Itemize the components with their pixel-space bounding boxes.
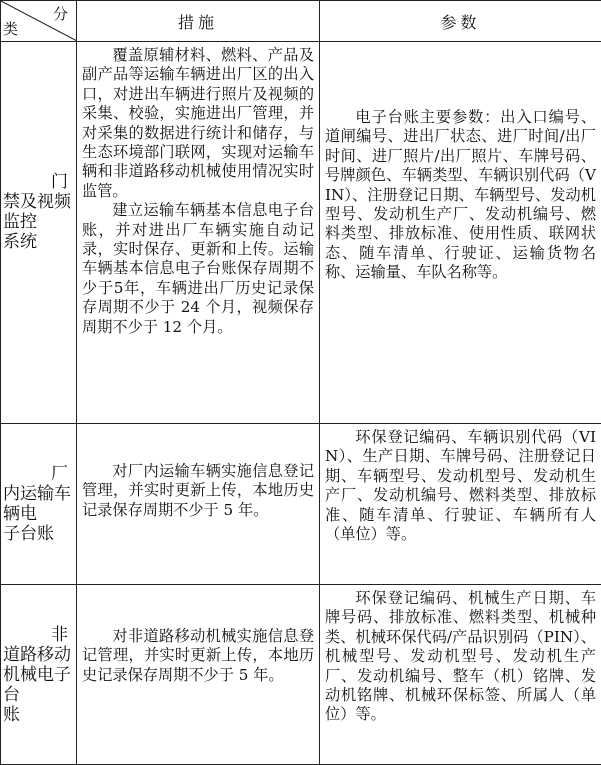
category-line: 厂 <box>51 464 68 484</box>
measures-paragraph: 对厂内运输车辆实施信息登记管理，并实时更新上传，本地历史记录保存周期不少于 5 年。 <box>82 462 314 519</box>
header-measures: 措施 <box>77 1 320 42</box>
category-cell <box>1 42 77 424</box>
table-row <box>1 585 601 765</box>
measures-paragraph: 对非道路移动机械实施信息登记管理，并实时更新上传，本地历史记录保存周期不少于 5 年。 <box>82 627 314 684</box>
measures-cell <box>77 585 320 765</box>
category-line: 非 <box>51 625 68 645</box>
header-parameters: 参数 <box>320 1 601 42</box>
category-line: 内运输车辆电 <box>3 484 71 524</box>
parameters-text: 环保登记编码、机械生产日期、车牌号码、排放标准、燃料类型、机械种类、机械环保代码/产品识别码（PIN）、机械型号、发动机型号、发动机生产厂、发动机编号、整车（机）铭牌、发动机铭牌、机械环保标签、所属人（单位）等。 <box>325 589 596 724</box>
header-category-bottom: 类 <box>3 20 19 38</box>
measures-cell <box>77 424 320 585</box>
diagonal-header <box>1 1 76 41</box>
category-line: 账 <box>3 705 20 725</box>
category-line: 系统 <box>3 232 37 252</box>
category-cell <box>1 424 77 585</box>
table-row <box>1 42 601 424</box>
header-row <box>1 1 601 42</box>
category-line: 禁及视频监控 <box>3 192 71 232</box>
parameters-text: 环保登记编码、车辆识别代码（VIN）、生产日期、车牌号码、注册登记日期、车辆型号、发动机型号、发动机生产厂、发动机编号、燃料类型、排放标准、随车清单、行驶证、车辆所有人（单位）等。 <box>325 428 596 544</box>
category-line: 子台账 <box>3 524 54 544</box>
measures-paragraph: 建立运输车辆基本信息电子台账，并对进出厂车辆实施自动记录，实时保存、更新和上传。运输车辆基本信息电子台账保存周期不少于5年，车辆进出厂历史记录保存周期不少于 24 个月，视频保存周期不少于 12 个月。 <box>82 201 314 336</box>
parameters-cell <box>320 424 601 585</box>
category-cell <box>1 585 77 765</box>
category-line: 道路移动机械电子台 <box>3 645 71 705</box>
parameters-cell <box>320 42 601 424</box>
parameters-cell <box>320 585 601 765</box>
measures-paragraph: 覆盖原辅材料、燃料、产品及副产品等运输车辆进出厂区的出入口，对进出车辆进行照片及视频的采集、校验，实施进出厂管理，并对采集的数据进行统计和储存，与生态环境部门联网，实现对运输车辆和非道路移动机械使用情况实时监管。 <box>82 46 314 200</box>
parameters-text: 电子台账主要参数：出入口编号、道闸编号、进出厂状态、进厂时间/出厂时间、进厂照片/出厂照片、车牌号码、号牌颜色、车辆类型、车辆识别代码（VIN）、注册登记日期、车辆型号、发动机型号、发动机生产厂、发动机编号、燃料类型、排放标准、使用性质、联网状态、随车清单、行驶证、运输货物名称、运输量、车队名称等。 <box>325 108 596 282</box>
category-line: 门 <box>51 172 68 192</box>
measures-cell <box>77 42 320 424</box>
header-category-cell <box>1 1 77 42</box>
header-category-top: 分 <box>52 5 72 23</box>
table-row <box>1 424 601 585</box>
